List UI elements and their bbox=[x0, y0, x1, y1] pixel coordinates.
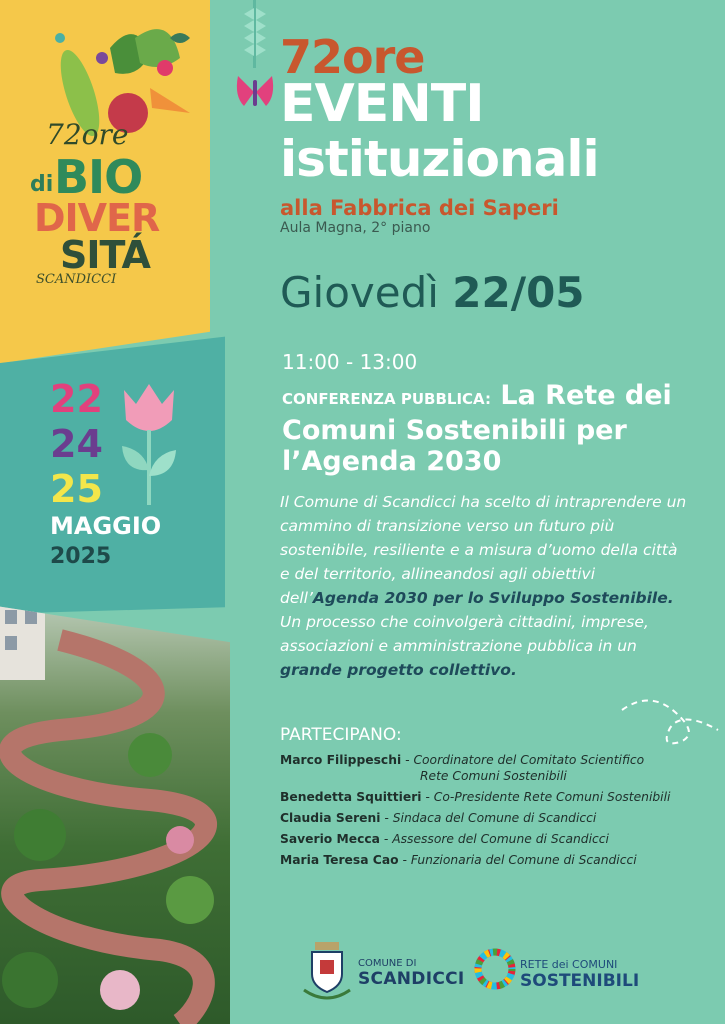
participant-row bbox=[280, 831, 710, 847]
logo-72ore: 72ore bbox=[46, 118, 129, 151]
participant-role: - Coordinatore del Comitato Scientifico bbox=[401, 753, 645, 767]
participant-name: Maria Teresa Cao bbox=[280, 853, 399, 867]
logo-di: di bbox=[30, 172, 54, 197]
participant-role-cont: Rete Comuni Sostenibili bbox=[420, 769, 567, 783]
logo-sita: SITÁ bbox=[60, 233, 150, 277]
title-72ore: 72ore bbox=[280, 30, 425, 84]
conference-name: La Rete dei Comuni Sostenibili per l’Agenda 2030 bbox=[282, 380, 672, 477]
rete-logo-text bbox=[520, 958, 639, 991]
rete-small-label: RETE dei COMUNI bbox=[520, 958, 618, 971]
participant-name: Marco Filippeschi bbox=[280, 753, 402, 767]
day-name: Giovedì bbox=[280, 268, 439, 317]
left-column bbox=[0, 0, 245, 1024]
participant-role: - Funzionaria del Comune di Scandicci bbox=[398, 853, 637, 867]
comune-crest-icon bbox=[300, 940, 354, 1000]
desc-bold-1: Agenda 2030 per lo Sviluppo Sostenibile. bbox=[312, 589, 674, 607]
participant-row bbox=[280, 752, 710, 784]
day-date: 22/05 bbox=[452, 268, 585, 317]
tulip-icon bbox=[118, 380, 180, 510]
participant-row bbox=[280, 852, 710, 868]
conference-prefix: CONFERENZA PUBBLICA: bbox=[282, 390, 491, 408]
participant-row bbox=[280, 789, 710, 805]
conference-title bbox=[282, 380, 702, 477]
comune-logo-text bbox=[358, 958, 465, 989]
sdg-wheel-icon bbox=[474, 948, 516, 990]
comune-small-label: COMUNE DI bbox=[358, 958, 417, 969]
moth-icon bbox=[232, 0, 278, 112]
participant-name: Saverio Mecca bbox=[280, 832, 380, 846]
title-istituzionali: istituzionali bbox=[280, 130, 599, 188]
year-label: 2025 bbox=[50, 544, 112, 569]
participant-role: - Assessore del Comune di Scandicci bbox=[379, 832, 609, 846]
participant-row bbox=[280, 810, 710, 826]
participant-role: - Sindaca del Comune di Scandicci bbox=[380, 811, 597, 825]
teal-panel bbox=[0, 330, 225, 660]
rete-big-label: SOSTENIBILI bbox=[520, 971, 640, 991]
logo-city: SCANDICCI bbox=[36, 272, 117, 287]
month-label: MAGGIO bbox=[50, 512, 162, 540]
participants-heading: PARTECIPANO: bbox=[280, 725, 402, 745]
participant-name: Claudia Sereni bbox=[280, 811, 381, 825]
winding-street-photo bbox=[0, 580, 230, 1024]
participant-name: Benedetta Squittieri bbox=[280, 790, 422, 804]
comune-big-label: SCANDICCI bbox=[358, 969, 465, 989]
date-25: 25 bbox=[50, 467, 103, 511]
participant-role: - Co-Presidente Rete Comuni Sostenibili bbox=[421, 790, 671, 804]
room: Aula Magna, 2° piano bbox=[280, 220, 431, 236]
title-eventi: EVENTI bbox=[280, 74, 484, 134]
desc-text-2: Un processo che coinvolgerà cittadini, imprese, associazioni e amministrazione pubblica in un bbox=[280, 613, 649, 655]
venue: alla Fabbrica dei Saperi bbox=[280, 196, 559, 220]
logo-diver: DIVER bbox=[34, 196, 160, 240]
desc-bold-2: grande progetto collettivo. bbox=[280, 661, 517, 679]
logo-bio: BIO bbox=[54, 150, 143, 204]
event-day bbox=[280, 268, 585, 317]
date-24: 24 bbox=[50, 422, 103, 466]
desc-text-1: Il Comune di Scandicci ha scelto di intraprendere un cammino di transizione verso un futuro più sostenibile, resiliente e a misura d’uomo della città e del territorio, allineandosi agli obiettivi dell’ bbox=[280, 493, 687, 607]
dashed-swirl-icon bbox=[620, 690, 720, 750]
participants-list bbox=[280, 752, 710, 873]
event-time: 11:00 - 13:00 bbox=[282, 350, 418, 374]
date-22: 22 bbox=[50, 377, 103, 421]
event-description bbox=[280, 490, 690, 682]
winding-road-icon bbox=[0, 580, 230, 1024]
